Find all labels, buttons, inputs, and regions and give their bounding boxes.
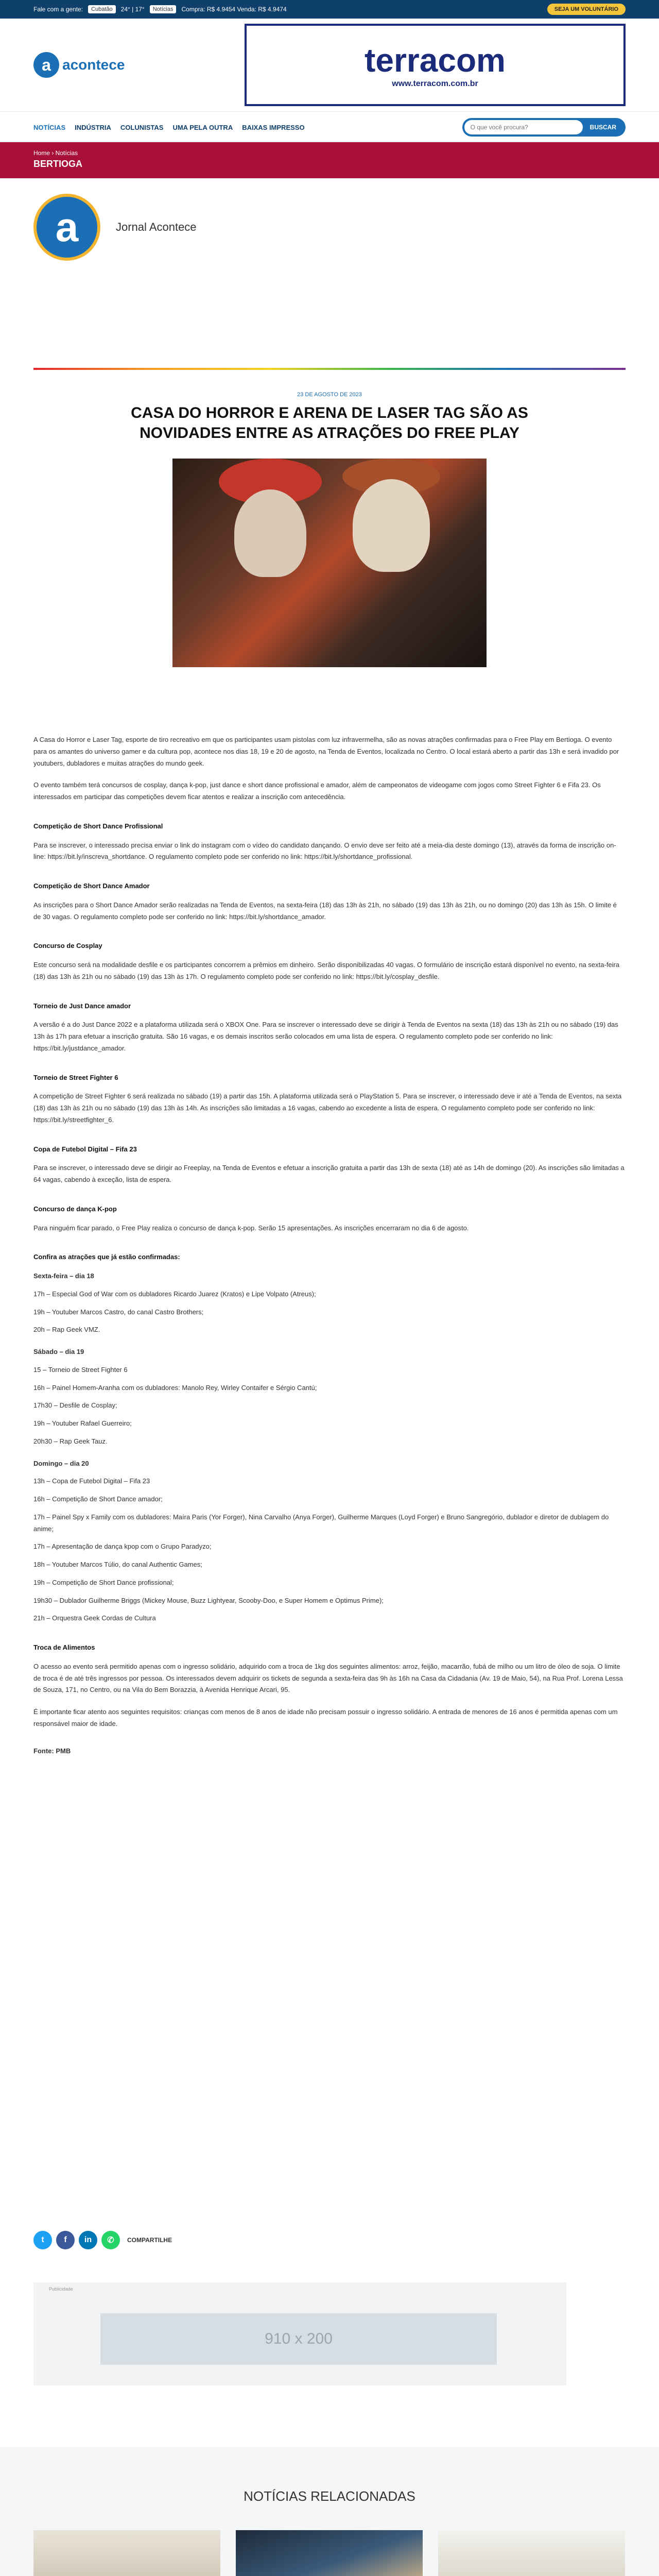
section-heading: Troca de Alimentos bbox=[33, 1643, 95, 1651]
search-button[interactable]: BUSCAR bbox=[583, 124, 623, 131]
related-card[interactable] bbox=[236, 2530, 423, 2576]
paragraph: A competição de Street Fighter 6 será realizada no sábado (19) a partir das 15h. A plataforma utilizada será o PlayStation 5. Para se inscrever, o interessado deve ir até a Tenda de Eventos, na sexta (18) das 13h às 21h ou no sábado (19) das 13h às 14h. As inscrições são limitadas a 16 vagas, cabendo ao excedente a lista de espera. O regulamento completo pode ser conferido no link: https://bit.ly/streetfighter_6. bbox=[33, 1092, 622, 1124]
article-hero-image bbox=[172, 459, 487, 667]
paragraph: É importante ficar atento aos seguintes requisitos: crianças com menos de 8 anos de idade não precisam possuir o ingresso solidário. A entrada de menores de 16 anos é permitida apenas com um responsável maior de idade. bbox=[33, 1708, 618, 1727]
related-card[interactable] bbox=[438, 2530, 625, 2576]
paragraph: As inscrições para o Short Dance Amador serão realizadas na Tenda de Eventos, na sexta-feira (18) das 13h às 21h, no sábado (19) das 13h às 21h, ou no domingo (20) das 13h às 15h. O limite é de 30 vagas. O regulamento completo pode ser conferido no link: https://bit.ly/shortdance_amador. bbox=[33, 901, 617, 921]
logo-text: acontece bbox=[62, 57, 125, 73]
section-heading: Competição de Short Dance Profissional bbox=[33, 822, 163, 830]
schedule-item: 19h30 – Dublador Guilherme Briggs (Mickey Mouse, Buzz Lightyear, Scooby-Doo, e Super Homem e Optimus Prime); bbox=[33, 1596, 384, 1604]
nav-colunistas[interactable]: COLUNISTAS bbox=[120, 123, 164, 131]
schedule-item: 20h30 – Rap Geek Tauz. bbox=[33, 1437, 108, 1445]
day-heading: Sexta-feira – dia 18 bbox=[33, 1272, 94, 1280]
header-ad-banner[interactable] bbox=[245, 24, 626, 106]
volunteer-button[interactable]: SEJA UM VOLUNTÁRIO bbox=[547, 4, 626, 15]
header bbox=[0, 19, 659, 111]
author-name: Jornal Acontece bbox=[116, 221, 197, 233]
article bbox=[33, 392, 626, 1767]
whatsapp-icon[interactable]: ✆ bbox=[101, 2231, 120, 2249]
linkedin-icon[interactable]: in bbox=[79, 2231, 97, 2249]
related-card-image[interactable] bbox=[33, 2530, 220, 2576]
related-card-image[interactable] bbox=[438, 2530, 625, 2576]
search-form bbox=[462, 118, 626, 137]
schedule-item: 21h – Orquestra Geek Cordas de Cultura bbox=[33, 1614, 156, 1622]
related-news bbox=[0, 2447, 659, 2576]
schedule-item: 15 – Torneio de Street Fighter 6 bbox=[33, 1365, 128, 1374]
article-title: CASA DO HORROR E ARENA DE LASER TAG SÃO AS NOVIDADES ENTRE AS ATRAÇÕES DO FREE PLAY bbox=[131, 404, 528, 442]
ad-placeholder: 910 x 200 bbox=[100, 2313, 497, 2365]
schedule-item: 16h – Painel Homem-Aranha com os dubladores: Manolo Rey, Wirley Contaifer e Sérgio Cantú; bbox=[33, 1383, 317, 1392]
nav-industria[interactable]: INDÚSTRIA bbox=[75, 123, 111, 131]
paragraph: Para se inscrever, o interessado precisa enviar o link do instagram com o vídeo do candidato dançando. O envio deve ser feito até a meia-dia deste domingo (13), através da forma de inscrição on-line: https://bit.ly/inscreva_shortdance. O regulamento completo pode ser conferido no link: https://bit.ly/shortdance_profissional. bbox=[33, 841, 616, 861]
nav-baixas-impresso[interactable]: BAIXAS IMPRESSO bbox=[242, 123, 305, 131]
top-bar bbox=[0, 0, 659, 19]
article-source: Fonte: PMB bbox=[33, 1747, 71, 1755]
paragraph: A versão é a do Just Dance 2022 e a plataforma utilizada será o XBOX One. Para se inscrever o interessado deve se dirigir à Tenda de Eventos na sexta (18) das 13h às 21h ou no sábado (19) das 13h às 17h para efetuar a inscrição gratuita. São 16 vagas, e os demais inscritos serão colocados em uma lista de espera. O regulamento completo pode ser conferido no link: https://bit.ly/justdance_amador. bbox=[33, 1021, 618, 1052]
paragraph: Para ninguém ficar parado, o Free Play realiza o concurso de dança k-pop. Serão 15 apresentações. As inscrições encerraram no dia 6 de agosto. bbox=[33, 1224, 469, 1232]
topbar-label: Fale com a gente: bbox=[33, 6, 83, 13]
share-bar bbox=[33, 2231, 172, 2249]
article-body bbox=[33, 734, 626, 1757]
schedule-item: 19h – Competição de Short Dance profissional; bbox=[33, 1578, 174, 1586]
related-card-image[interactable] bbox=[236, 2530, 423, 2576]
twitter-icon[interactable]: t bbox=[33, 2231, 52, 2249]
category-band bbox=[0, 142, 659, 178]
ad-slot[interactable] bbox=[33, 2282, 566, 2385]
site-logo[interactable] bbox=[33, 52, 125, 78]
day-heading: Sábado – dia 19 bbox=[33, 1348, 84, 1355]
logo-mark: a bbox=[33, 52, 59, 78]
paragraph: O evento também terá concursos de cosplay, dança k-pop, just dance e short dance profissional e amador, além de campeonatos de videogame com jogos como Street Fighter 6 e Fifa 23. Os interessados em participar das competições devem ficar atentos e realizar a inscrição com antecedência. bbox=[33, 781, 601, 801]
banner-url: www.terracom.com.br bbox=[392, 79, 478, 88]
schedule-item: 17h – Apresentação de dança kpop com o Grupo Paradyzo; bbox=[33, 1543, 212, 1551]
weather-temp: 24° | 17° bbox=[120, 6, 145, 13]
breadcrumb[interactable]: Home › Notícias bbox=[33, 149, 78, 157]
article-date: 23 DE AGOSTO DE 2023 bbox=[297, 392, 362, 398]
nav-uma-pela-outra[interactable]: UMA PELA OUTRA bbox=[172, 123, 233, 131]
facebook-icon[interactable]: f bbox=[56, 2231, 75, 2249]
schedule-item: 19h – Youtuber Rafael Guerreiro; bbox=[33, 1419, 132, 1427]
schedule-item: 18h – Youtuber Marcos Túlio, do canal Authentic Games; bbox=[33, 1561, 202, 1568]
banner-title: terracom bbox=[365, 42, 506, 79]
schedule-item: 19h – Youtuber Marcos Castro, do canal Castro Brothers; bbox=[33, 1308, 204, 1316]
schedule-item: 17h – Especial God of War com os dubladores Ricardo Juarez (Kratos) e Lipe Volpato (Atreus); bbox=[33, 1290, 316, 1298]
share-label: COMPARTILHE bbox=[127, 2236, 172, 2244]
schedule-item: 20h – Rap Geek VMZ. bbox=[33, 1326, 100, 1334]
category-title: BERTIOGA bbox=[33, 159, 83, 169]
news-select[interactable]: Notícias bbox=[150, 5, 177, 13]
author-avatar: a bbox=[33, 194, 100, 261]
paragraph: O acesso ao evento será permitido apenas com o ingresso solidário, adquirido com a troca de 1kg dos seguintes alimentos: arroz, feijão, macarrão, fubá de milho ou um litro de óleo de soja. O limite de troca é de até três ingressos por pessoa. Os interessados devem adquirir os tickets de segunda a sexta-feira das 9h às 16h na Casa da Cidadania (Av. 19 de Maio, 54), na Rua Prof. Lorena Lessa de Souza, 171, no Centro, ou na Vila do Bem Borazzia, à Avenida Henrique Arcari, 95. bbox=[33, 1662, 623, 1694]
related-card[interactable] bbox=[33, 2530, 220, 2576]
section-heading: Concurso de dança K-pop bbox=[33, 1205, 117, 1213]
section-heading: Torneio de Street Fighter 6 bbox=[33, 1073, 118, 1081]
related-title: NOTÍCIAS RELACIONADAS bbox=[244, 2488, 415, 2504]
rainbow-divider bbox=[33, 368, 626, 370]
nav-noticias[interactable]: NOTÍCIAS bbox=[33, 123, 66, 131]
ad-label: Publicidade bbox=[49, 2286, 73, 2292]
city-select[interactable]: Cubatão bbox=[88, 5, 116, 13]
section-heading: Confira as atrações que já estão confirmadas: bbox=[33, 1253, 180, 1261]
section-heading: Concurso de Cosplay bbox=[33, 942, 102, 950]
currency-quote: Compra: R$ 4.9454 Venda: R$ 4.9474 bbox=[181, 6, 287, 13]
day-heading: Domingo – dia 20 bbox=[33, 1459, 89, 1467]
section-heading: Torneio de Just Dance amador bbox=[33, 1002, 131, 1010]
section-heading: Competição de Short Dance Amador bbox=[33, 882, 150, 890]
paragraph: A Casa do Horror e Laser Tag, esporte de tiro recreativo em que os participantes usam pistolas com luz infravermelha, são as novas atrações confirmadas para o Free Play em Bertioga. O evento para os amantes do universo gamer e da cultura pop, acontece nos dias 18, 19 e 20 de agosto, na Tenda de Eventos, localizada no Centro. O local estará aberto a partir das 13h e será invadido por youtubers, dubladores e muitas atrações do mundo geek. bbox=[33, 736, 619, 767]
schedule-item: 16h – Competição de Short Dance amador; bbox=[33, 1495, 163, 1503]
section-heading: Copa de Futebol Digital – Fifa 23 bbox=[33, 1145, 137, 1153]
search-input[interactable] bbox=[464, 120, 583, 134]
schedule-item: 17h30 – Desfile de Cosplay; bbox=[33, 1401, 117, 1410]
main-nav bbox=[0, 111, 659, 142]
author-block bbox=[0, 178, 659, 266]
schedule-item: 17h – Painel Spy x Family com os dubladores: Maíra Paris (Yor Forger), Nina Carvalho (Anya Forger), Guilherme Marques (Loyd Forger) e Bruno Sangregório, dublador e diretor de dublagem do anime; bbox=[33, 1513, 609, 1533]
paragraph: Para se inscrever, o interessado deve se dirigir ao Freeplay, na Tenda de Eventos e efetuar a inscrição gratuita a partir das 13h de sexta (18) até as 14h de domingo (20). As inscrições são limitadas a 64 vagas, cabendo à exceção, lista de espera. bbox=[33, 1164, 625, 1183]
paragraph: Este concurso será na modalidade desfile e os participantes concorrem a prêmios em dinheiro. Serão disponibilizadas 40 vagas. O formulário de inscrição estará disponível no evento, na sexta-feira (18) das 13h às 21h ou no sábado (19) das 13h às 17h. O regulamento completo pode ser conferido no link: https://bit.ly/cosplay_desfile. bbox=[33, 961, 620, 980]
schedule-item: 13h – Copa de Futebol Digital – Fifa 23 bbox=[33, 1477, 150, 1485]
